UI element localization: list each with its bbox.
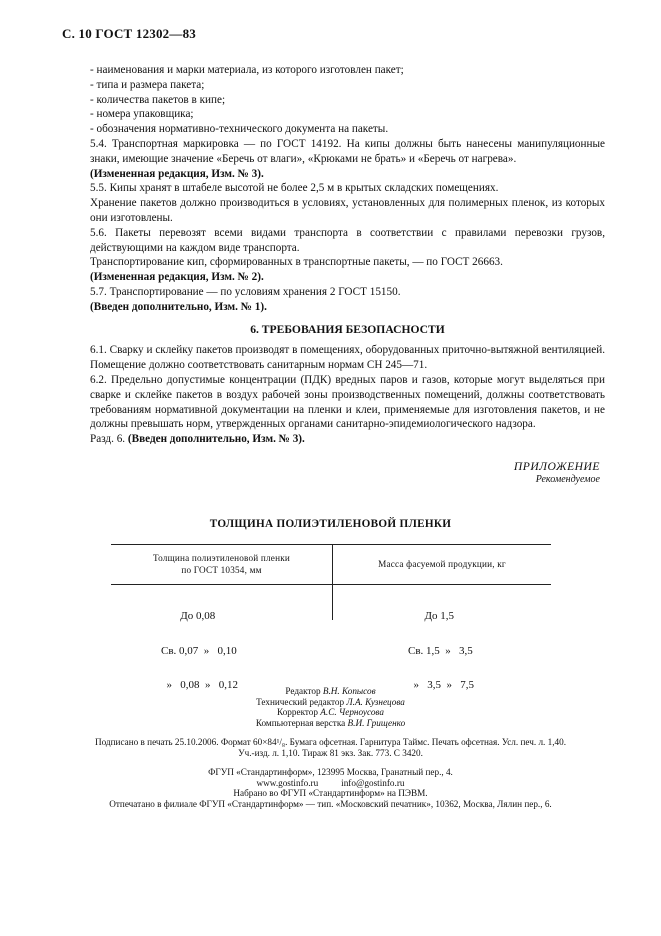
table-cell: Св. 1,5 » 3,5 xyxy=(408,644,473,657)
column-header-thickness xyxy=(111,552,332,576)
body-text xyxy=(90,63,605,447)
credit-label: Технический редактор xyxy=(256,696,345,707)
print-line: Уч.-изд. л. 1,10. Тираж 81 экз. Зак. 773. С 3420. xyxy=(238,747,423,758)
paragraph-5-6-cont: Транспортирование кип, сформированных в транспортные пакеты, — по ГОСТ 26663. xyxy=(90,256,503,269)
list-item: - типа и размера пакета; xyxy=(90,78,205,91)
table-cell: » 0,08 » 0,12 xyxy=(161,679,238,691)
list-item: - обозначения нормативно-технического документа на пакеты. xyxy=(90,123,389,136)
table-cell: До 1,5 xyxy=(408,610,455,622)
table-cell: » 3,5 » 7,5 xyxy=(408,679,474,691)
section-6-title: 6. ТРЕБОВАНИЯ БЕЗОПАСНОСТИ xyxy=(250,322,445,336)
paragraph-5-7: 5.7. Транспортирование — по условиям хранения 2 ГОСТ 15150. xyxy=(90,285,401,298)
credit-name: В.И. Грищенко xyxy=(347,717,406,728)
table-cell: До 0,08 xyxy=(161,610,216,622)
table-top-rule xyxy=(111,544,551,545)
table-title: ТОЛЩИНА ПОЛИЭТИЛЕНОВОЙ ПЛЕНКИ xyxy=(209,518,452,530)
publisher-line: Набрано во ФГУП «Стандартинформ» на ПЭВМ. xyxy=(233,788,428,799)
section-6-note xyxy=(90,432,605,447)
credit-name: А.С. Черноусова xyxy=(320,707,384,718)
credit-label: Редактор xyxy=(285,686,321,696)
amendment-note: (Введен дополнительно, Изм. № 3). xyxy=(127,433,305,446)
credit-label: Компьютерная верстка xyxy=(255,717,346,728)
amendment-note: (Введен дополнительно, Изм. № 1). xyxy=(90,300,267,313)
paragraph-6-2: 6.2. Предельно допустимые концентрации (ПДК) вредных паров и газов, которые могут выделяться при сварке и склейке пакетов в воздух рабочей зоны производственных помещений, должны соответствовать требованиям нормативной документации на пленки и клеи, применяемые для изготовления пакетов, и не должны превышать норм, утвержденных органами санитарно-эпидемиологического надзора. xyxy=(90,373,605,431)
amendment-note: (Измененная редакция, Изм. № 3). xyxy=(90,167,264,180)
credit-layout xyxy=(0,718,661,729)
paragraph-5-6: 5.6. Пакеты перевозят всеми видами транспорта в соответствии с правилами перевозки грузов, действующими на каждом виде транспорта. xyxy=(90,226,605,254)
credit-name: Л.А. Кузнецова xyxy=(346,696,405,707)
column-header-mass: Масса фасуемой продукции, кг xyxy=(378,559,506,569)
publisher-details xyxy=(0,767,661,809)
column-header-line: Толщина полиэтиленовой пленки xyxy=(153,553,290,563)
credits-block xyxy=(0,686,661,728)
appendix-heading xyxy=(514,461,600,486)
paragraph-5-5-cont: Хранение пакетов должно производиться в условиях, установленных для полимерных пленок, из которых они изготовлены. xyxy=(90,197,605,224)
appendix-subtitle: Рекомендуемое xyxy=(535,473,600,485)
paragraph-5-5: 5.5. Кипы хранят в штабеле высотой не более 2,5 м в крытых складских помещениях. xyxy=(90,182,499,195)
credit-corrector xyxy=(0,707,661,718)
paragraph-6-1: 6.1. Сварку и склейку пакетов производят в помещениях, оборудованных приточно-вытяжной вентиляцией. Помещение должно соответствовать санитарным нормам СН 245—71. xyxy=(90,344,605,372)
print-line: Подписано в печать 25.10.2006. Формат 60×84¹/₈. Бумага офсетная. Гарнитура Таймс. Печать офсетная. Усл. печ. л. 1,40. xyxy=(94,737,567,747)
publisher-line: www.gostinfo.ru info@gostinfo.ru xyxy=(256,777,405,788)
list-item: - количества пакетов в кипе; xyxy=(90,93,226,106)
credit-tech-editor xyxy=(0,697,661,708)
table-cell: Св. 0,07 » 0,10 xyxy=(161,644,237,657)
appendix-title: ПРИЛОЖЕНИЕ xyxy=(513,460,600,473)
paragraph-5-4: 5.4. Транспортная маркировка — по ГОСТ 14192. На кипы должны быть нанесены манипуляционные знаки, имеющие значение «Беречь от влаги», «Крюками не брать» и «Беречь от нагрева». xyxy=(90,137,605,165)
credit-name: В.Н. Копысов xyxy=(322,686,376,696)
list-item: - номера упаковщика; xyxy=(90,108,194,121)
credit-label: Корректор xyxy=(277,707,318,718)
publisher-line: Отпечатано в филиале ФГУП «Стандартинформ» — тип. «Московский печатник», 10362, Москва, Лялин пер., 6. xyxy=(109,798,552,809)
page-header: С. 10 ГОСТ 12302—83 xyxy=(62,26,196,41)
amendment-note: (Измененная редакция, Изм. № 2). xyxy=(90,271,264,284)
table-body-divider xyxy=(332,584,333,620)
credit-editor xyxy=(0,686,661,697)
table-header-rule xyxy=(111,584,551,585)
column-header-line: по ГОСТ 10354, мм xyxy=(181,565,262,575)
publisher-line: ФГУП «Стандартинформ», 123995 Москва, Гранатный пер., 4. xyxy=(208,767,453,777)
print-details xyxy=(0,737,661,758)
section-ref: Разд. 6. xyxy=(90,433,126,446)
list-item: - наименования и марки материала, из которого изготовлен пакет; xyxy=(90,64,404,76)
